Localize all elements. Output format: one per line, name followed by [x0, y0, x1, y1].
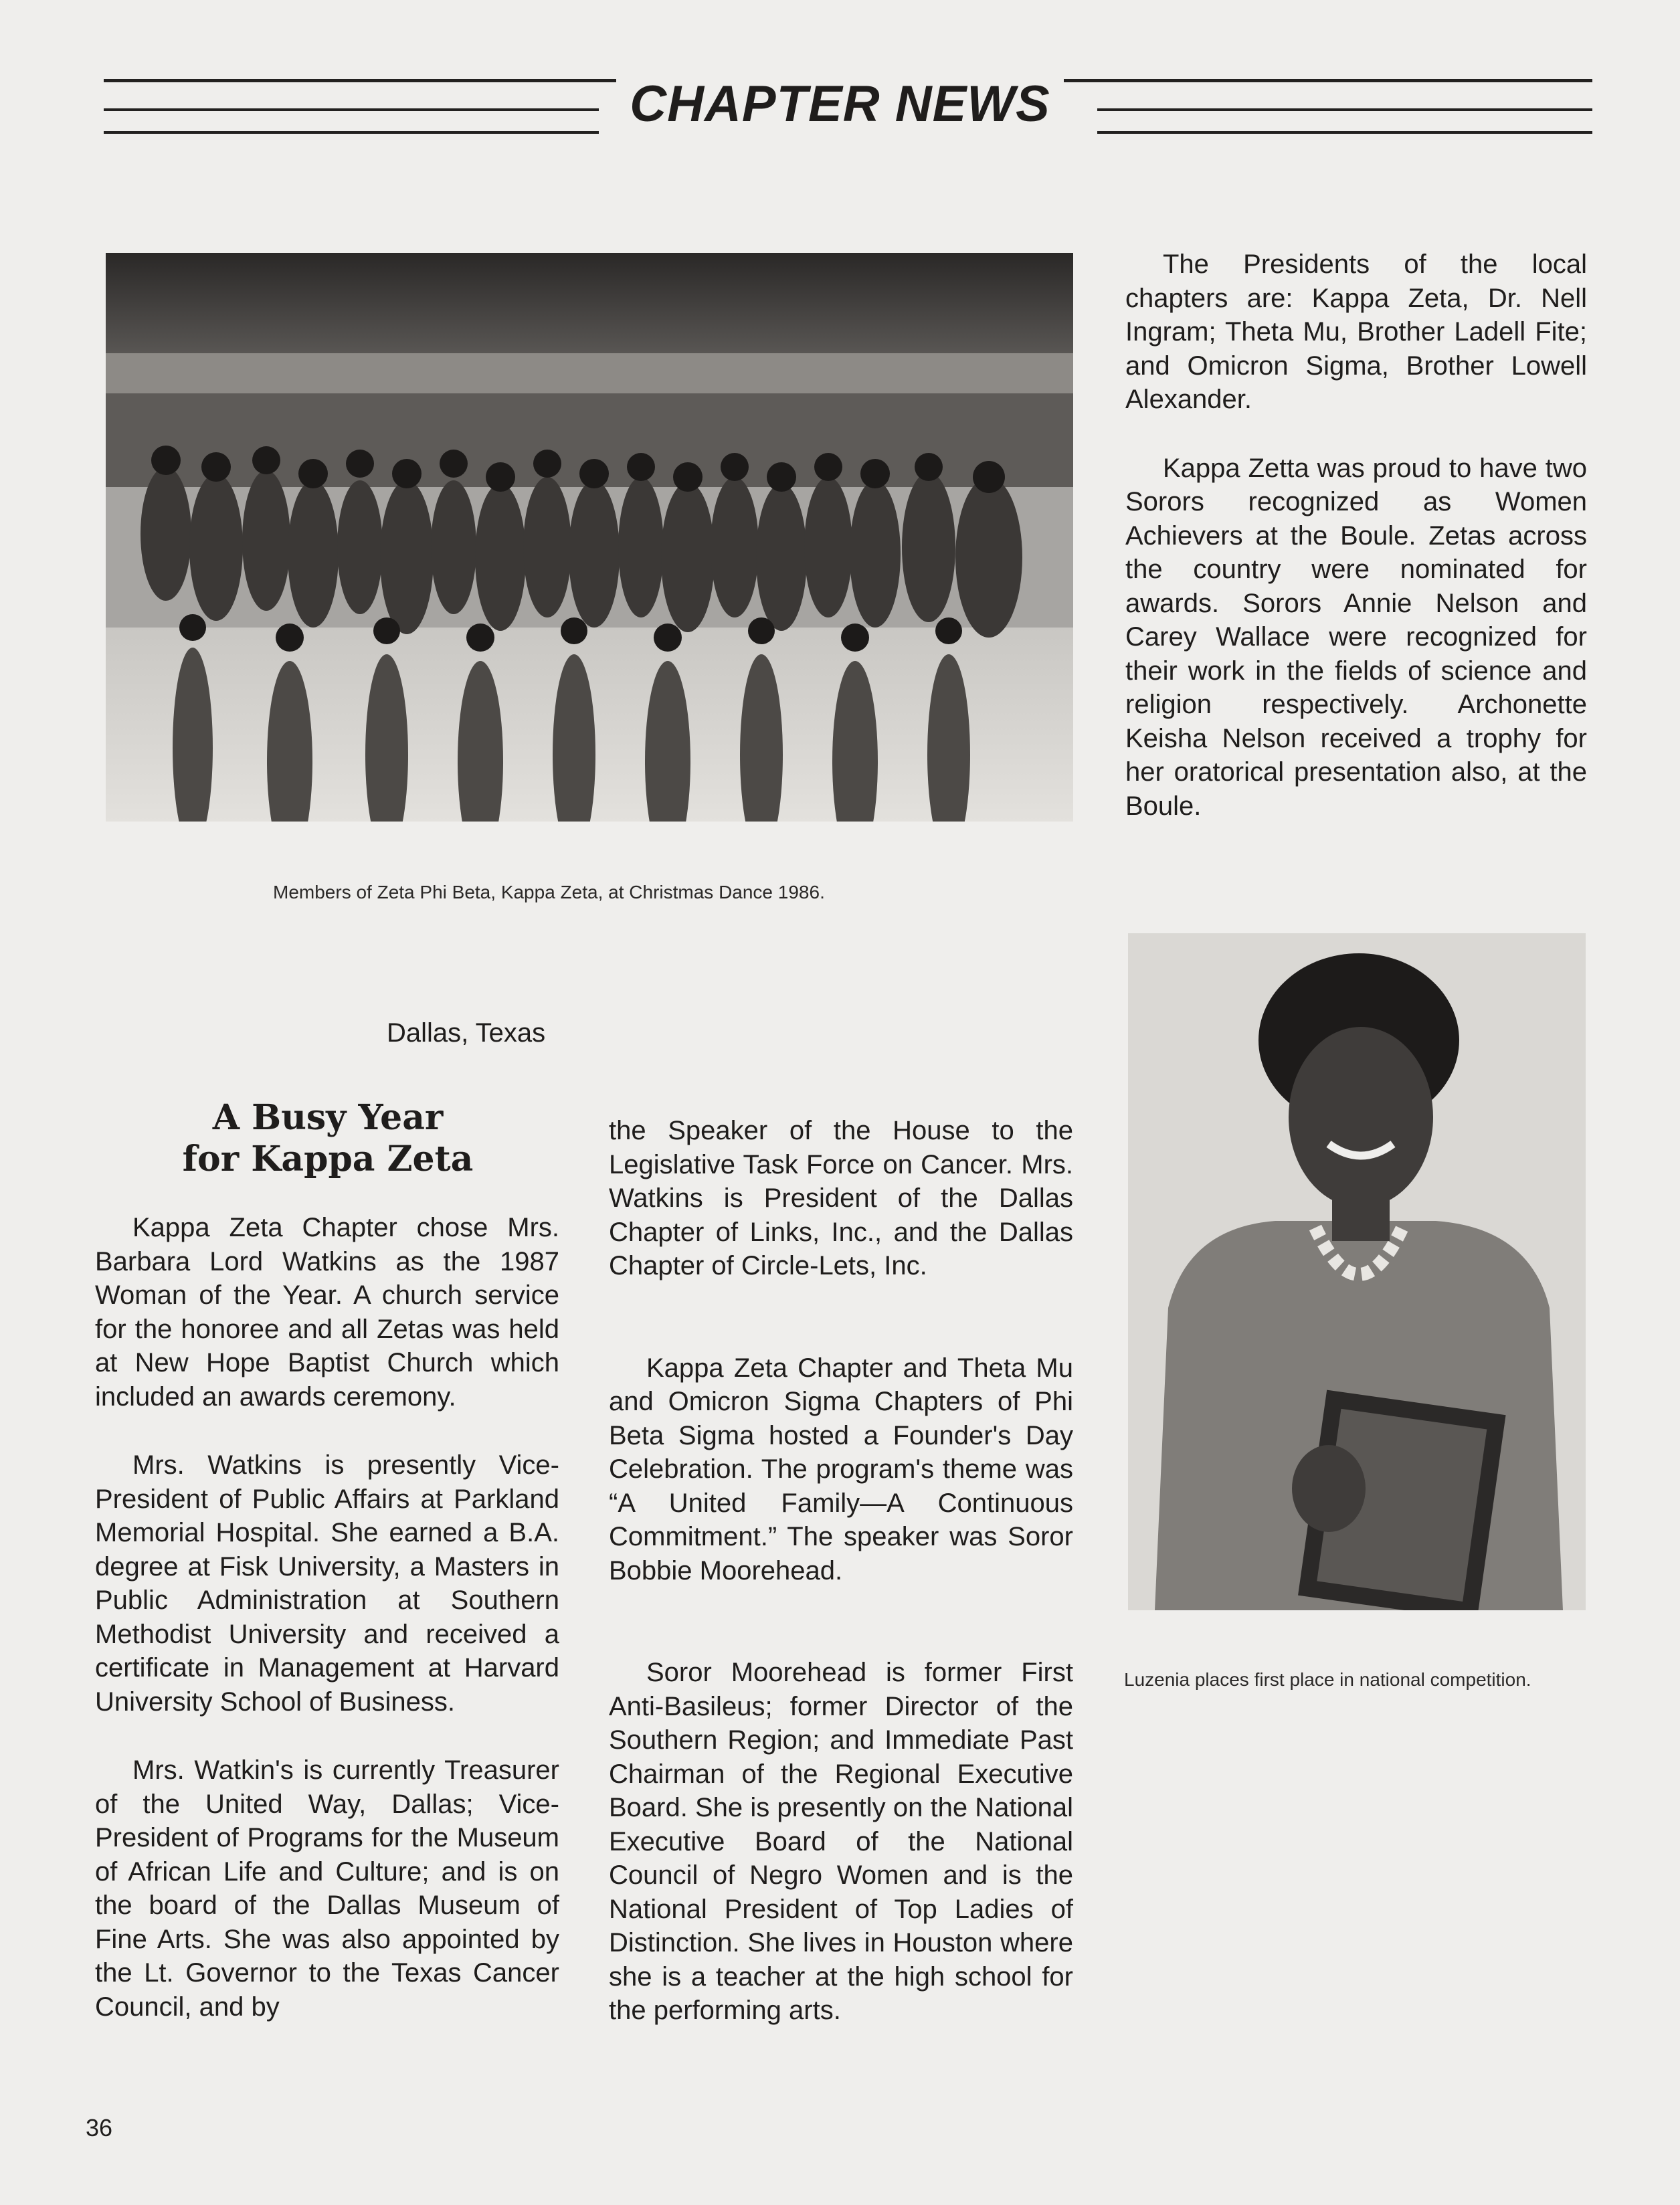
- portrait-photo-caption: Luzenia places first place in national competition.: [1124, 1669, 1531, 1690]
- paragraph: Soror Moorehead is former First Anti-Basileus; former Director of the Southern Region; and Immediate Past Chairman of the Regional Executive Board. She is presently on the National Executive Board of the National Council of Negro Women and is the National President of Top Ladies of Distinction. She lives in Houston where she is a teacher at the high school for the performing arts.: [609, 1658, 1073, 2025]
- page-number: 36: [86, 2114, 113, 2141]
- section-title: [0, 76, 1680, 132]
- paragraph: Mrs. Watkins is presently Vice-President of Public Affairs at Parkland Memorial Hospital. She earned a B.A. degree at Fisk University, a Masters in Public Administration at Southern Methodist University and received a certificate in Management at Harvard University School of Business.: [95, 1450, 559, 1717]
- portrait-photo-image: [1128, 933, 1586, 1610]
- header-rule-left-2: [104, 131, 599, 134]
- group-photo-image: [106, 253, 1073, 822]
- headline-line: for Kappa Zeta: [182, 1139, 474, 1179]
- left-column-text: [95, 1211, 559, 2024]
- paragraph: Kappa Zeta Chapter and Theta Mu and Omicron Sigma Chapters of Phi Beta Sigma hosted a Founder's Day Celebration. The program's theme was “A United Family—A Continuous Commitment.” The speaker was Soror Bobbie Moorehead.: [609, 1353, 1073, 1586]
- paragraph: Mrs. Watkin's is currently Treasurer of the United Way, Dallas; Vice-President of Programs for the Museum of African Life and Culture; and is on the board of the Dallas Museum of Fine Arts. She was also appointed by the Lt. Governor to the Texas Cancer Council, and by: [95, 1755, 559, 2022]
- portrait-photo: [1128, 933, 1586, 1610]
- group-photo: [106, 253, 1073, 822]
- middle-column-text: [609, 1114, 1073, 2028]
- section-title-text: CHAPTER NEWS: [616, 76, 1063, 132]
- paragraph: Kappa Zetta was proud to have two Sorors recognized as Women Achievers at the Boule. Zetas across the country were nominated for awards. Sorors Annie Nelson and Carey Wallace were recognized for their work in the fields of science and religion respectively. Archonette Keisha Nelson received a trophy for her oratorical presentation also, at the Boule.: [1125, 453, 1587, 821]
- article-headline: [94, 1097, 562, 1180]
- dateline: Dallas, Texas: [387, 1018, 546, 1048]
- group-photo-caption: Members of Zeta Phi Beta, Kappa Zeta, at Christmas Dance 1986.: [273, 882, 825, 902]
- headline-line: A Busy Year: [212, 1097, 444, 1138]
- paragraph: the Speaker of the House to the Legislative Task Force on Cancer. Mrs. Watkins is President of the Dallas Chapter of Links, Inc., and the Dallas Chapter of Circle-Lets, Inc.: [609, 1116, 1073, 1280]
- right-column-text: [1125, 248, 1587, 823]
- header-rule-right-2: [1097, 131, 1592, 134]
- paragraph: The Presidents of the local chapters are: Kappa Zeta, Dr. Nell Ingram; Theta Mu, Brother Ladell Fite; and Omicron Sigma, Brother Lowell Alexander.: [1125, 250, 1587, 414]
- paragraph: Kappa Zeta Chapter chose Mrs. Barbara Lord Watkins as the 1987 Woman of the Year. A church service for the honoree and all Zetas was held at New Hope Baptist Church which included an awards ceremony.: [95, 1213, 559, 1412]
